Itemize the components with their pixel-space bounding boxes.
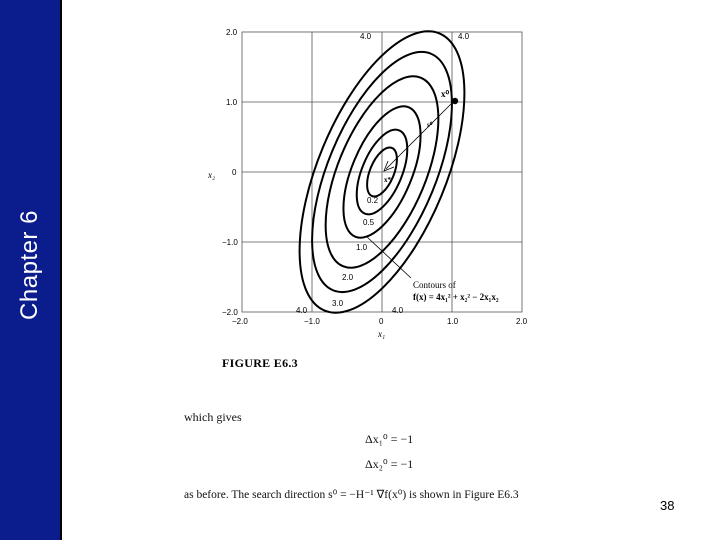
y-tick-label: −2.0 (222, 308, 238, 317)
x-tick-label: −2.0 (232, 317, 248, 326)
start-point-marker (452, 98, 458, 104)
text-which-gives: which gives (184, 410, 242, 424)
y-tick-label: 0 (232, 168, 237, 177)
contour-label: 4.0 (296, 306, 308, 315)
text-as-before: as before. The search direction s⁰ = −H⁻¹ ∇f(x⁰) is shown in Figure E6.3 (184, 489, 519, 501)
x-tick-label: 0 (379, 317, 384, 326)
start-point-label: x⁰ (441, 89, 450, 99)
contour-label: 4.0 (458, 32, 470, 41)
legend-line2: f(x) = 4x₁² + x₂² − 2x₁x₂ (413, 292, 499, 302)
y-tick-label: −1.0 (222, 238, 238, 247)
contour-label: 0.2 (367, 196, 379, 205)
contour-figure (170, 15, 540, 345)
chapter-title: Chapter 6 (16, 210, 43, 320)
page-number: 38 (660, 498, 675, 513)
sidebar-divider (60, 0, 62, 540)
sidebar (0, 0, 60, 540)
x-axis-label: x₁ (378, 329, 386, 339)
equation-2: Δx₂⁰ = −1 (365, 457, 414, 471)
contour-label: 4.0 (360, 32, 372, 41)
contour-label: 1.0 (356, 243, 368, 252)
equation-1: Δx₁⁰ = −1 (365, 432, 414, 446)
contour-label: 4.0 (392, 306, 404, 315)
contour-label: 3.0 (332, 299, 344, 308)
contour-label: 0.5 (363, 218, 375, 227)
direction-label: s⁰ (427, 121, 433, 129)
x-tick-label: 2.0 (516, 317, 528, 326)
x-tick-label: −1.0 (304, 317, 320, 326)
contour-label: 2.0 (342, 273, 354, 282)
y-tick-label: 2.0 (226, 28, 238, 37)
y-tick-label: 1.0 (226, 98, 238, 107)
legend-line1: Contours of (413, 280, 456, 290)
min-point-label: x* (384, 176, 391, 184)
figure-caption: FIGURE E6.3 (222, 356, 298, 370)
y-axis-label: x₂ (208, 170, 216, 180)
x-tick-label: 1.0 (447, 317, 459, 326)
